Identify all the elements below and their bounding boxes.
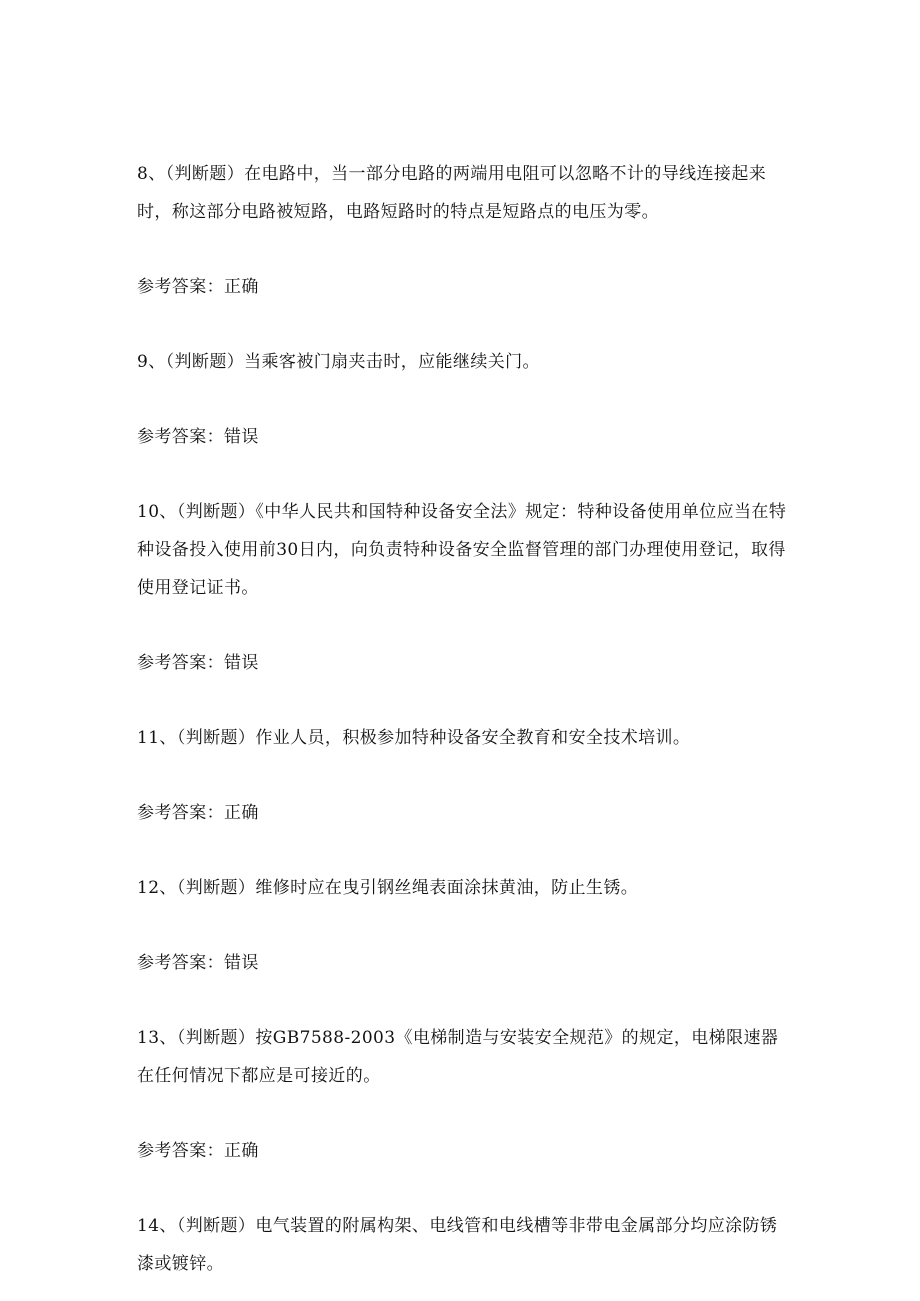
question-13: 13、（判断题）按GB7588-2003《电梯制造与安装安全规范》的规定，电梯限速器在任何情况下都应是可接近的。 [137, 1028, 779, 1086]
answer-10 [137, 644, 787, 682]
answer-value: 错误 [224, 427, 259, 447]
answer-value: 正确 [224, 803, 259, 823]
answer-label: 参考答案： [137, 953, 224, 973]
answer-label: 参考答案： [137, 427, 224, 447]
answer-value: 正确 [224, 277, 259, 297]
answer-value: 正确 [224, 1141, 259, 1161]
question-9: 9、（判断题）当乘客被门扇夹击时，应能继续关门。 [137, 352, 540, 372]
answer-label: 参考答案： [137, 803, 224, 823]
answer-value: 错误 [224, 653, 259, 673]
answer-label: 参考答案： [137, 1141, 224, 1161]
question-8: 8、（判断题）在电路中，当一部分电路的两端用电阻可以忽略不计的导线连接起来时，称这部分电路被短路，电路短路时的特点是短路点的电压为零。 [137, 164, 767, 222]
question-14: 14、（判断题）电气装置的附属构架、电线管和电线槽等非带电金属部分均应涂防锈漆或镀锌。 [137, 1216, 778, 1274]
question-12: 12、（判断题）维修时应在曳引钢丝绳表面涂抹黄油，防止生锈。 [137, 878, 639, 898]
answer-11 [137, 794, 787, 832]
answer-12 [137, 944, 787, 982]
question-10: 10、（判断题）《中华人民共和国特种设备安全法》规定：特种设备使用单位应当在特种设备投入使用前30日内，向负责特种设备安全监督管理的部门办理使用登记，取得使用登记证书。 [137, 502, 787, 598]
answer-9 [137, 418, 787, 456]
answer-13 [137, 1132, 787, 1170]
document-page [137, 155, 787, 1283]
answer-value: 错误 [224, 953, 259, 973]
answer-label: 参考答案： [137, 277, 224, 297]
question-11: 11、（判断题）作业人员，积极参加特种设备安全教育和安全技术培训。 [137, 728, 691, 748]
answer-label: 参考答案： [137, 653, 224, 673]
answer-8 [137, 268, 787, 306]
